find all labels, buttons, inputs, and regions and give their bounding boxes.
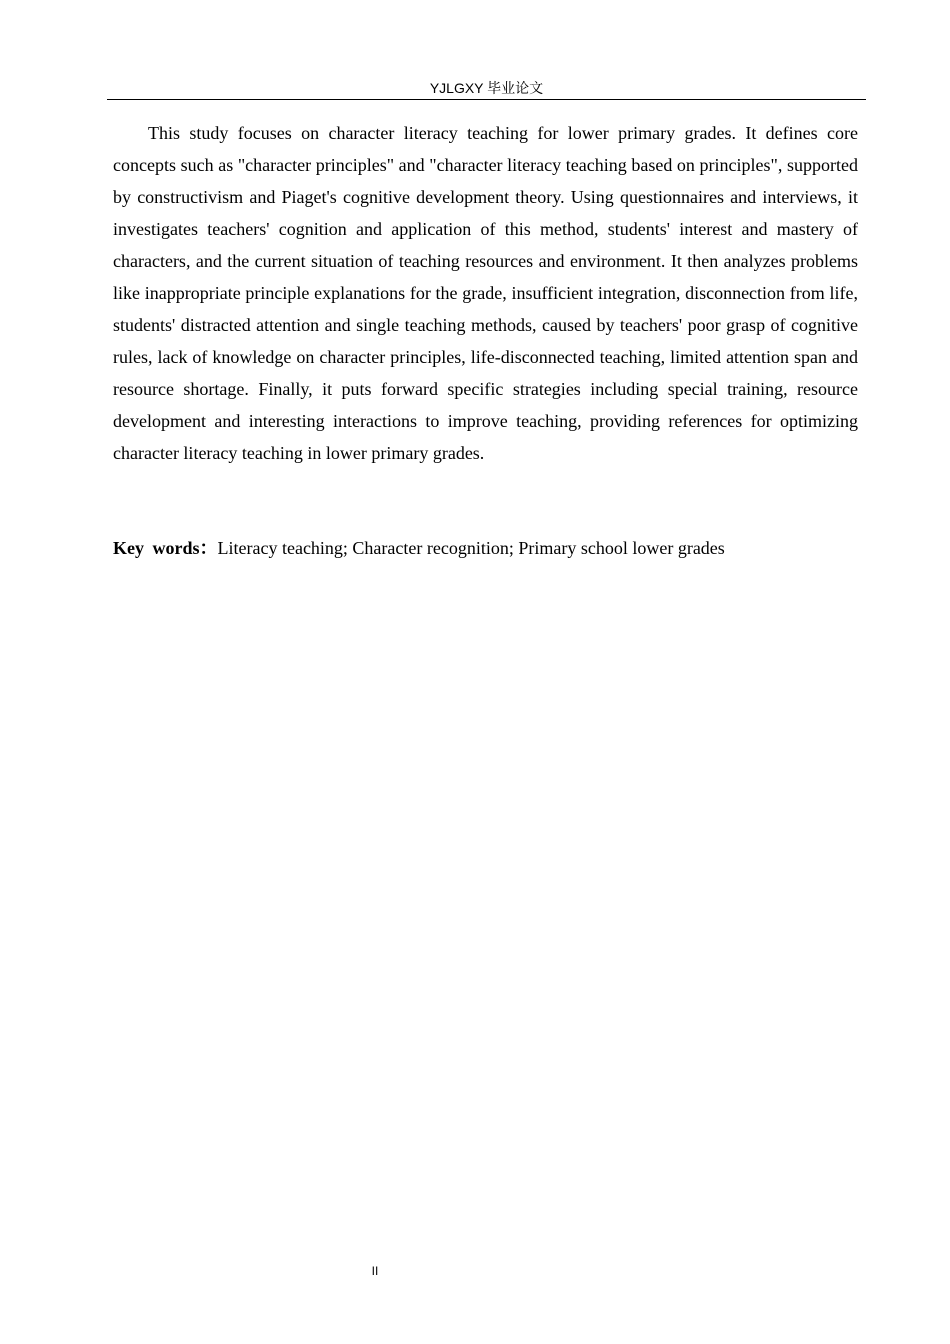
keywords-value: Literacy teaching; Character recognition; Primary school lower grades xyxy=(217,538,725,558)
header-title: YJLGXY 毕业论文 xyxy=(429,80,544,96)
page-header xyxy=(107,78,866,100)
keywords-label: Key words： xyxy=(113,538,218,558)
keywords-line xyxy=(113,533,858,563)
abstract-paragraph: This study focuses on character literacy teaching for lower primary grades. It defines core concepts such as "character principles" and "character literacy teaching based on principles", supported by constructivism and Piaget's cognitive development theory. Using questionnaires and interviews, it investigates teachers' cognition and application of this method, students' interest and mastery of characters, and the current situation of teaching resources and environment. It then analyzes problems like inappropriate principle explanations for the grade, insufficient integration, disconnection from life, students' distracted attention and single teaching methods, caused by teachers' poor grasp of cognitive rules, lack of knowledge on character principles, life-disconnected teaching, limited attention span and resource shortage. Finally, it puts forward specific strategies including special training, resource development and interesting interactions to improve teaching, providing references for optimizing character literacy teaching in lower primary grades. xyxy=(113,123,858,463)
page-number: II xyxy=(371,1264,379,1278)
